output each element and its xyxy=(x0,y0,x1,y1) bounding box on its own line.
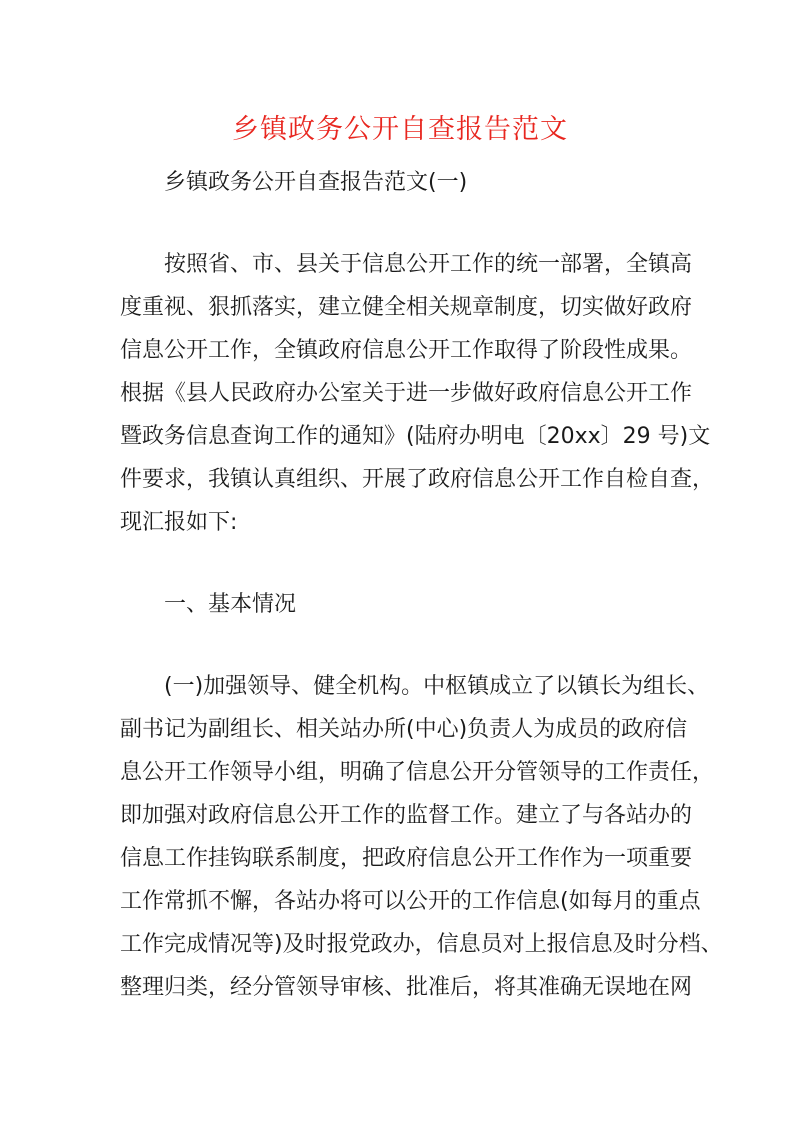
paragraph-line: 度重视、狠抓落实，建立健全相关规章制度，切实做好政府 xyxy=(120,295,693,320)
paragraph-line: 信息公开工作，全镇政府信息公开工作取得了阶段性成果。 xyxy=(120,338,693,363)
paragraph-line: 件要求，我镇认真组织、开展了政府信息公开工作自检自查， xyxy=(120,467,715,492)
paragraph-line: 按照省、市、县关于信息公开工作的统一部署，全镇高 xyxy=(164,252,693,277)
paragraph-line: 现汇报如下: xyxy=(120,510,238,535)
paragraph-line: 暨政务信息查询工作的通知》(陆府办明电〔20xx〕29 号)文 xyxy=(120,424,711,449)
document-subtitle: 乡镇政务公开自查报告范文(一) xyxy=(164,170,468,195)
paragraph-line: 工作完成情况等)及时报党政办，信息员对上报信息及时分档、 xyxy=(120,932,723,957)
paragraph-line: 息公开工作领导小组，明确了信息公开分管领导的工作责任， xyxy=(120,760,715,785)
paragraph-line: 即加强对政府信息公开工作的监督工作。建立了与各站办的 xyxy=(120,803,693,828)
paragraph-line: 根据《县人民政府办公室关于进一步做好政府信息公开工作 xyxy=(120,381,693,406)
paragraph-line: 整理归类，经分管领导审核、批准后，将其准确无误地在网 xyxy=(120,975,693,1000)
paragraph-line: (一)加强领导、健全机构。中枢镇成立了以镇长为组长、 xyxy=(164,674,710,699)
paragraph-line: 工作常抓不懈，各站办将可以公开的工作信息(如每月的重点 xyxy=(120,889,701,914)
paragraph-line: 信息工作挂钩联系制度，把政府信息公开工作作为一项重要 xyxy=(120,846,693,871)
section-heading: 一、基本情况 xyxy=(164,592,297,617)
document-title: 乡镇政务公开自查报告范文 xyxy=(232,114,568,145)
paragraph-line: 副书记为副组长、相关站办所(中心)负责人为成员的政府信 xyxy=(120,717,688,742)
